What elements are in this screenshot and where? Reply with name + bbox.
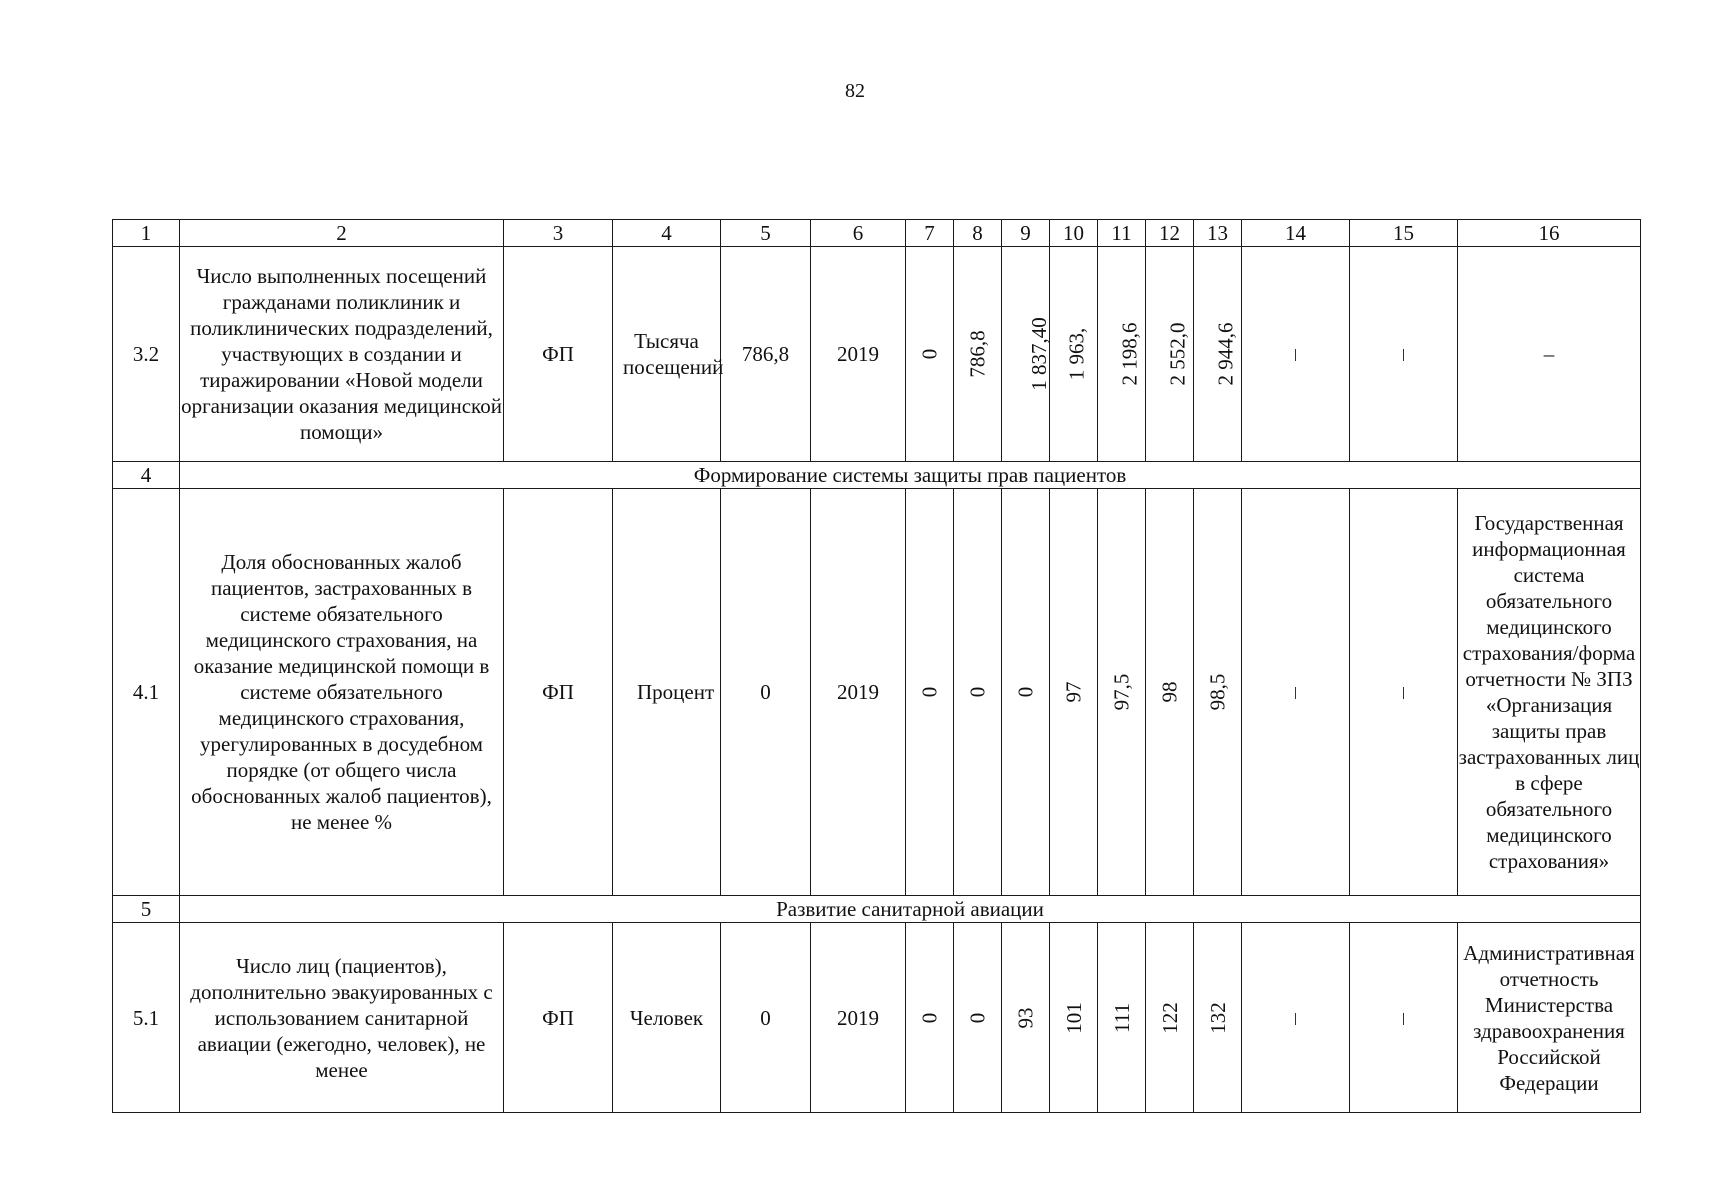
header-cell: 5	[721, 220, 811, 247]
header-cell: 12	[1146, 220, 1194, 247]
indicator-description: Доля обоснованных жалоб пациентов, застрахованных в системе обязательного медицинского страхования, на оказание медицинской помощи в системе обязательного медицинского страхования, урегулированных в досудебном порядке (от общего числа обоснованных жалоб пациентов), не менее %	[180, 489, 504, 896]
project-type: ФП	[504, 247, 613, 462]
base-year: 2019	[811, 489, 906, 896]
header-cell: 6	[811, 220, 906, 247]
base-value: 0	[721, 489, 811, 896]
value-text: 122	[1157, 1001, 1182, 1034]
tick-mark	[1403, 1013, 1404, 1025]
indicator-description: Число выполненных посещений гражданами поликлиник и поликлинических подразделений, участвующих в создании и тиражировании «Новой модели организации оказания медицинской помощи»	[180, 247, 504, 462]
value-col-13	[1194, 247, 1242, 462]
header-cell: 16	[1458, 220, 1641, 247]
base-value: 0	[721, 923, 811, 1113]
data-source: Государственная информационная система обязательного медицинского страхования/форма отчетности № ЗПЗ «Организация защиты прав застрахованных лиц в сфере обязательного медицинского страхования»	[1458, 489, 1641, 896]
value-text: 98,5	[1205, 673, 1230, 711]
header-cell: 7	[906, 220, 954, 247]
value-col-12	[1146, 923, 1194, 1113]
indicators-table	[112, 219, 1641, 1113]
value-text: 2 944,6	[1213, 322, 1238, 386]
value-col-7	[906, 489, 954, 896]
value-col-13	[1194, 489, 1242, 896]
value-col-11	[1098, 923, 1146, 1113]
value-col-9	[1002, 247, 1050, 462]
value-col-14	[1242, 923, 1350, 1113]
indicator-description: Число лиц (пациентов), дополнительно эвакуированных с использованием санитарной авиации (ежегодно, человек), не менее	[180, 923, 504, 1113]
header-cell: 14	[1242, 220, 1350, 247]
value-col-10	[1050, 489, 1098, 896]
section-row-5	[113, 896, 1641, 923]
value-col-7	[906, 923, 954, 1113]
tick-mark	[1295, 349, 1296, 361]
data-source: –	[1458, 247, 1641, 462]
value-col-15	[1350, 923, 1458, 1113]
value-col-14	[1242, 247, 1350, 462]
tick-mark	[1295, 1013, 1296, 1025]
project-type: ФП	[504, 923, 613, 1113]
value-text: 0	[917, 348, 942, 360]
value-text: 97,5	[1109, 673, 1134, 711]
value-text: 786,8	[965, 330, 990, 378]
header-row	[113, 220, 1641, 247]
value-text: 2 552,0	[1165, 322, 1190, 386]
value-text: 1 963,	[1064, 327, 1089, 381]
value-col-10	[1050, 247, 1098, 462]
data-source: Административная отчетность Министерства здравоохранения Российской Федерации	[1458, 923, 1641, 1113]
header-cell: 3	[504, 220, 613, 247]
value-text: 97	[1061, 681, 1086, 703]
value-text: 0	[965, 686, 990, 698]
value-col-7	[906, 247, 954, 462]
section-number: 5	[113, 896, 180, 923]
unit-of-measure: Человек	[613, 923, 721, 1113]
unit-of-measure: Процент	[613, 489, 721, 896]
value-text: 101	[1061, 1001, 1086, 1034]
table-row-5-1	[113, 923, 1641, 1113]
header-cell: 2	[180, 220, 504, 247]
value-col-12	[1146, 489, 1194, 896]
value-col-10	[1050, 923, 1098, 1113]
value-col-13	[1194, 923, 1242, 1113]
value-text: 0	[917, 686, 942, 698]
value-col-12	[1146, 247, 1194, 462]
section-number: 4	[113, 462, 180, 489]
value-col-14	[1242, 489, 1350, 896]
value-col-8	[954, 489, 1002, 896]
table-row-3-2	[113, 247, 1641, 462]
value-col-11	[1098, 489, 1146, 896]
section-title: Формирование системы защиты прав пациентов	[180, 462, 1641, 489]
base-year: 2019	[811, 923, 906, 1113]
row-number: 3.2	[113, 247, 180, 462]
tick-mark	[1295, 687, 1296, 699]
base-year: 2019	[811, 247, 906, 462]
row-number: 4.1	[113, 489, 180, 896]
unit-of-measure: Тысяча посещений	[613, 247, 721, 462]
value-text: 93	[1013, 1007, 1038, 1028]
value-col-9	[1002, 489, 1050, 896]
header-cell: 13	[1194, 220, 1242, 247]
value-text: 98	[1157, 681, 1182, 703]
tick-mark	[1403, 349, 1404, 361]
header-cell: 8	[954, 220, 1002, 247]
value-col-8	[954, 923, 1002, 1113]
table-row-4-1	[113, 489, 1641, 896]
header-cell: 11	[1098, 220, 1146, 247]
page-number: 82	[845, 80, 865, 102]
value-col-15	[1350, 247, 1458, 462]
tick-mark	[1403, 687, 1404, 699]
row-number: 5.1	[113, 923, 180, 1113]
value-col-11	[1098, 247, 1146, 462]
value-col-9	[1002, 923, 1050, 1113]
header-cell: 15	[1350, 220, 1458, 247]
header-cell: 4	[613, 220, 721, 247]
project-type: ФП	[504, 489, 613, 896]
header-cell: 10	[1050, 220, 1098, 247]
section-row-4	[113, 462, 1641, 489]
section-title: Развитие санитарной авиации	[180, 896, 1641, 923]
header-cell: 9	[1002, 220, 1050, 247]
value-text: 132	[1205, 1001, 1230, 1034]
value-col-8	[954, 247, 1002, 462]
value-text: 2 198,6	[1117, 322, 1142, 386]
value-text: 0	[917, 1012, 942, 1023]
value-text: 1 837,40	[1026, 317, 1051, 391]
value-text: 111	[1109, 1002, 1134, 1033]
value-text: 0	[1013, 686, 1038, 698]
value-text: 0	[965, 1012, 990, 1023]
base-value: 786,8	[721, 247, 811, 462]
value-col-15	[1350, 489, 1458, 896]
header-cell: 1	[113, 220, 180, 247]
